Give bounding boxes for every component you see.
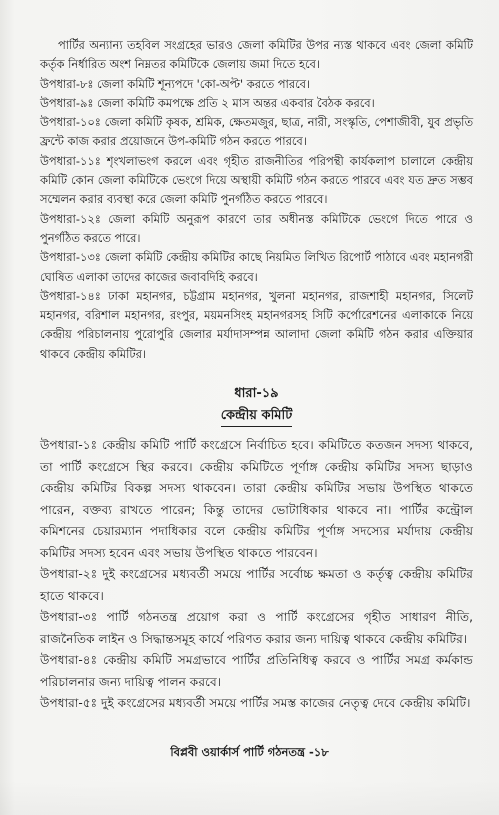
paragraph-sub-10: উপধারা-১০ঃ জেলা কমিটি কৃষক, শ্রমিক, ক্ষেতমজুর, ছাত্র, নারী, সংস্কৃতি, পেশাজীবী, যুব প্রভৃতি ফ্রন্টে কাজ করার প্রয়োজনে উপ-কমিটি গঠন করতে পারবে। — [40, 115, 473, 149]
paragraph-cc-sub-5: উপধারা-৫ঃ দুই কংগ্রেসের মধ্যবর্তী সময়ে পার্টির সমস্ত কাজের নেতৃত্ব দেবে কেন্দ্রীয় কমিটি। — [40, 696, 471, 711]
paragraph-cc-sub-2: উপধারা-২ঃ দুই কংগ্রেসের মধ্যবর্তী সময়ে পার্টির সর্বোচ্চ ক্ষমতা ও কর্তৃত্ব কেন্দ্রীয় কমিটির হাতে থাকবে। — [40, 567, 473, 603]
paragraph-funds: পার্টির অন্যান্য তহবিল সংগ্রহের ভারও জেলা কমিটির উপর ন্যস্ত থাকবে এবং জেলা কমিটি কর্তৃক নির্ধারিত অংশ নিম্নতর কমিটিকে জেলায় জমা দিতে হবে। — [40, 38, 473, 72]
page-footer: বিপ্লবী ওয়ার্কার্স পার্টি গঠনতন্ত্র -১৮ — [170, 745, 329, 759]
page-bottom-shadow — [0, 780, 499, 815]
paragraph-sub-8: উপধারা-৮ঃ জেলা কমিটি শূন্যপদে 'কো-অপ্ট' করতে পারবে। — [40, 76, 311, 91]
section-heading: ধারা-১৯ — [234, 386, 279, 402]
paragraph-cc-sub-1: উপধারা-১ঃ কেন্দ্রীয় কমিটি পার্টি কংগ্রেসে নির্বাচিত হবে। কমিটিতে কতজন সদস্য থাকবে, তা পার্টি কংগ্রেসে স্থির করবে। কেন্দ্রীয় কমিটিতে পূর্ণাঙ্গ কেন্দ্রীয় কমিটির সদস্য ছাড়াও কেন্দ্রীয় কমিটির বিকল্প সদস্য থাকবেন। তারা কেন্দ্রীয় কমিটির সভায় উপস্থিত থাকতে পারেন, বক্তব্য রাখতে পারেন; কিন্তু তাদের ভোটাধিকার থাকবে না। পার্টির কন্ট্রোল কমিশনের চেয়ারম্যান পদাধিকার বলে কেন্দ্রীয় কমিটির পূর্ণাঙ্গ সদস্যের মর্যাদায় কেন্দ্রীয় কমিটির সদস্য হবেন এবং সভায় উপস্থিত থাকতে পারবেন। — [40, 438, 473, 560]
paragraph-sub-12: উপধারা-১২ঃ জেলা কমিটি অনুরূপ কারণে তার অধীনস্ত কমিটিকে ভেংগে দিতে পারে ও পুনর্গঠিত করতে পারে। — [40, 211, 473, 245]
paragraph-cc-sub-3: উপধারা-৩ঃ পার্টি গঠনতন্ত্র প্রয়োগ করা ও পার্টি কংগ্রেসের গৃহীত সাধারণ নীতি, রাজনৈতিক লাইন ও সিদ্ধান্তসমূহ কার্যে পরিণত করার জন্য দায়িত্ব থাকবে কেন্দ্রীয় কমিটির। — [40, 610, 473, 646]
section-19-header — [40, 384, 473, 435]
paragraph-cc-sub-4: উপধারা-৪ঃ কেন্দ্রীয় কমিটি সমগ্রভাবে পার্টির প্রতিনিধিত্ব করবে ও পার্টির সমগ্র কর্মকান্ড পরিচালনার জন্য দায়িত্ব পালন করবে। — [40, 653, 473, 689]
paragraph-sub-9: উপধারা-৯ঃ জেলা কমিটি কমপক্ষে প্রতি ২ মাস অন্তর একবার বৈঠক করবে। — [40, 95, 375, 110]
paragraph-sub-11: উপধারা-১১ঃ শৃংখলাভংগ করলে এবং গৃহীত রাজনীতির পরিপন্থী কার্যকলাপ চালালে কেন্দ্রীয় কমিটি কোন জেলা কমিটিকে ভেংগে দিয়ে অস্থায়ী কমিটি গঠন করতে পারবে এবং যত দ্রুত সম্ভব সম্মেলন করার ব্যবস্থা করে জেলা কমিটি পুনর্গঠিত করতে পারবে। — [40, 153, 473, 207]
central-committee-section — [40, 435, 473, 715]
district-committee-section — [40, 36, 473, 364]
section-subheading: কেন্দ্রীয় কমিটি — [221, 406, 293, 427]
paragraph-sub-14: উপধারা-১৪ঃ ঢাকা মহানগর, চট্টগ্রাম মহানগর, খুলনা মহানগর, রাজশাহী মহানগর, সিলেট মহানগর, বরিশাল মহানগর, রংপুর, ময়মনসিংহ মহানগরসহ সিটি কর্পোরেশনের এলাকাকে নিয়ে কেন্দ্রীয় পরিচালনায় পুরোপুরি জেলার মর্যাদাসম্পন্ন আলাদা জেলা কমিটি গঠন করার এক্তিয়ার থাকবে কেন্দ্রীয় কমিটির। — [40, 288, 473, 361]
paragraph-sub-13: উপধারা-১৩ঃ জেলা কমিটি কেন্দ্রীয় কমিটির কাছে নিয়মিত লিখিত রিপোর্ট পাঠাবে এবং মহানগরী ঘোষিত এলাকা তাদের কাজের জবাবদিহি করবে। — [40, 250, 473, 284]
